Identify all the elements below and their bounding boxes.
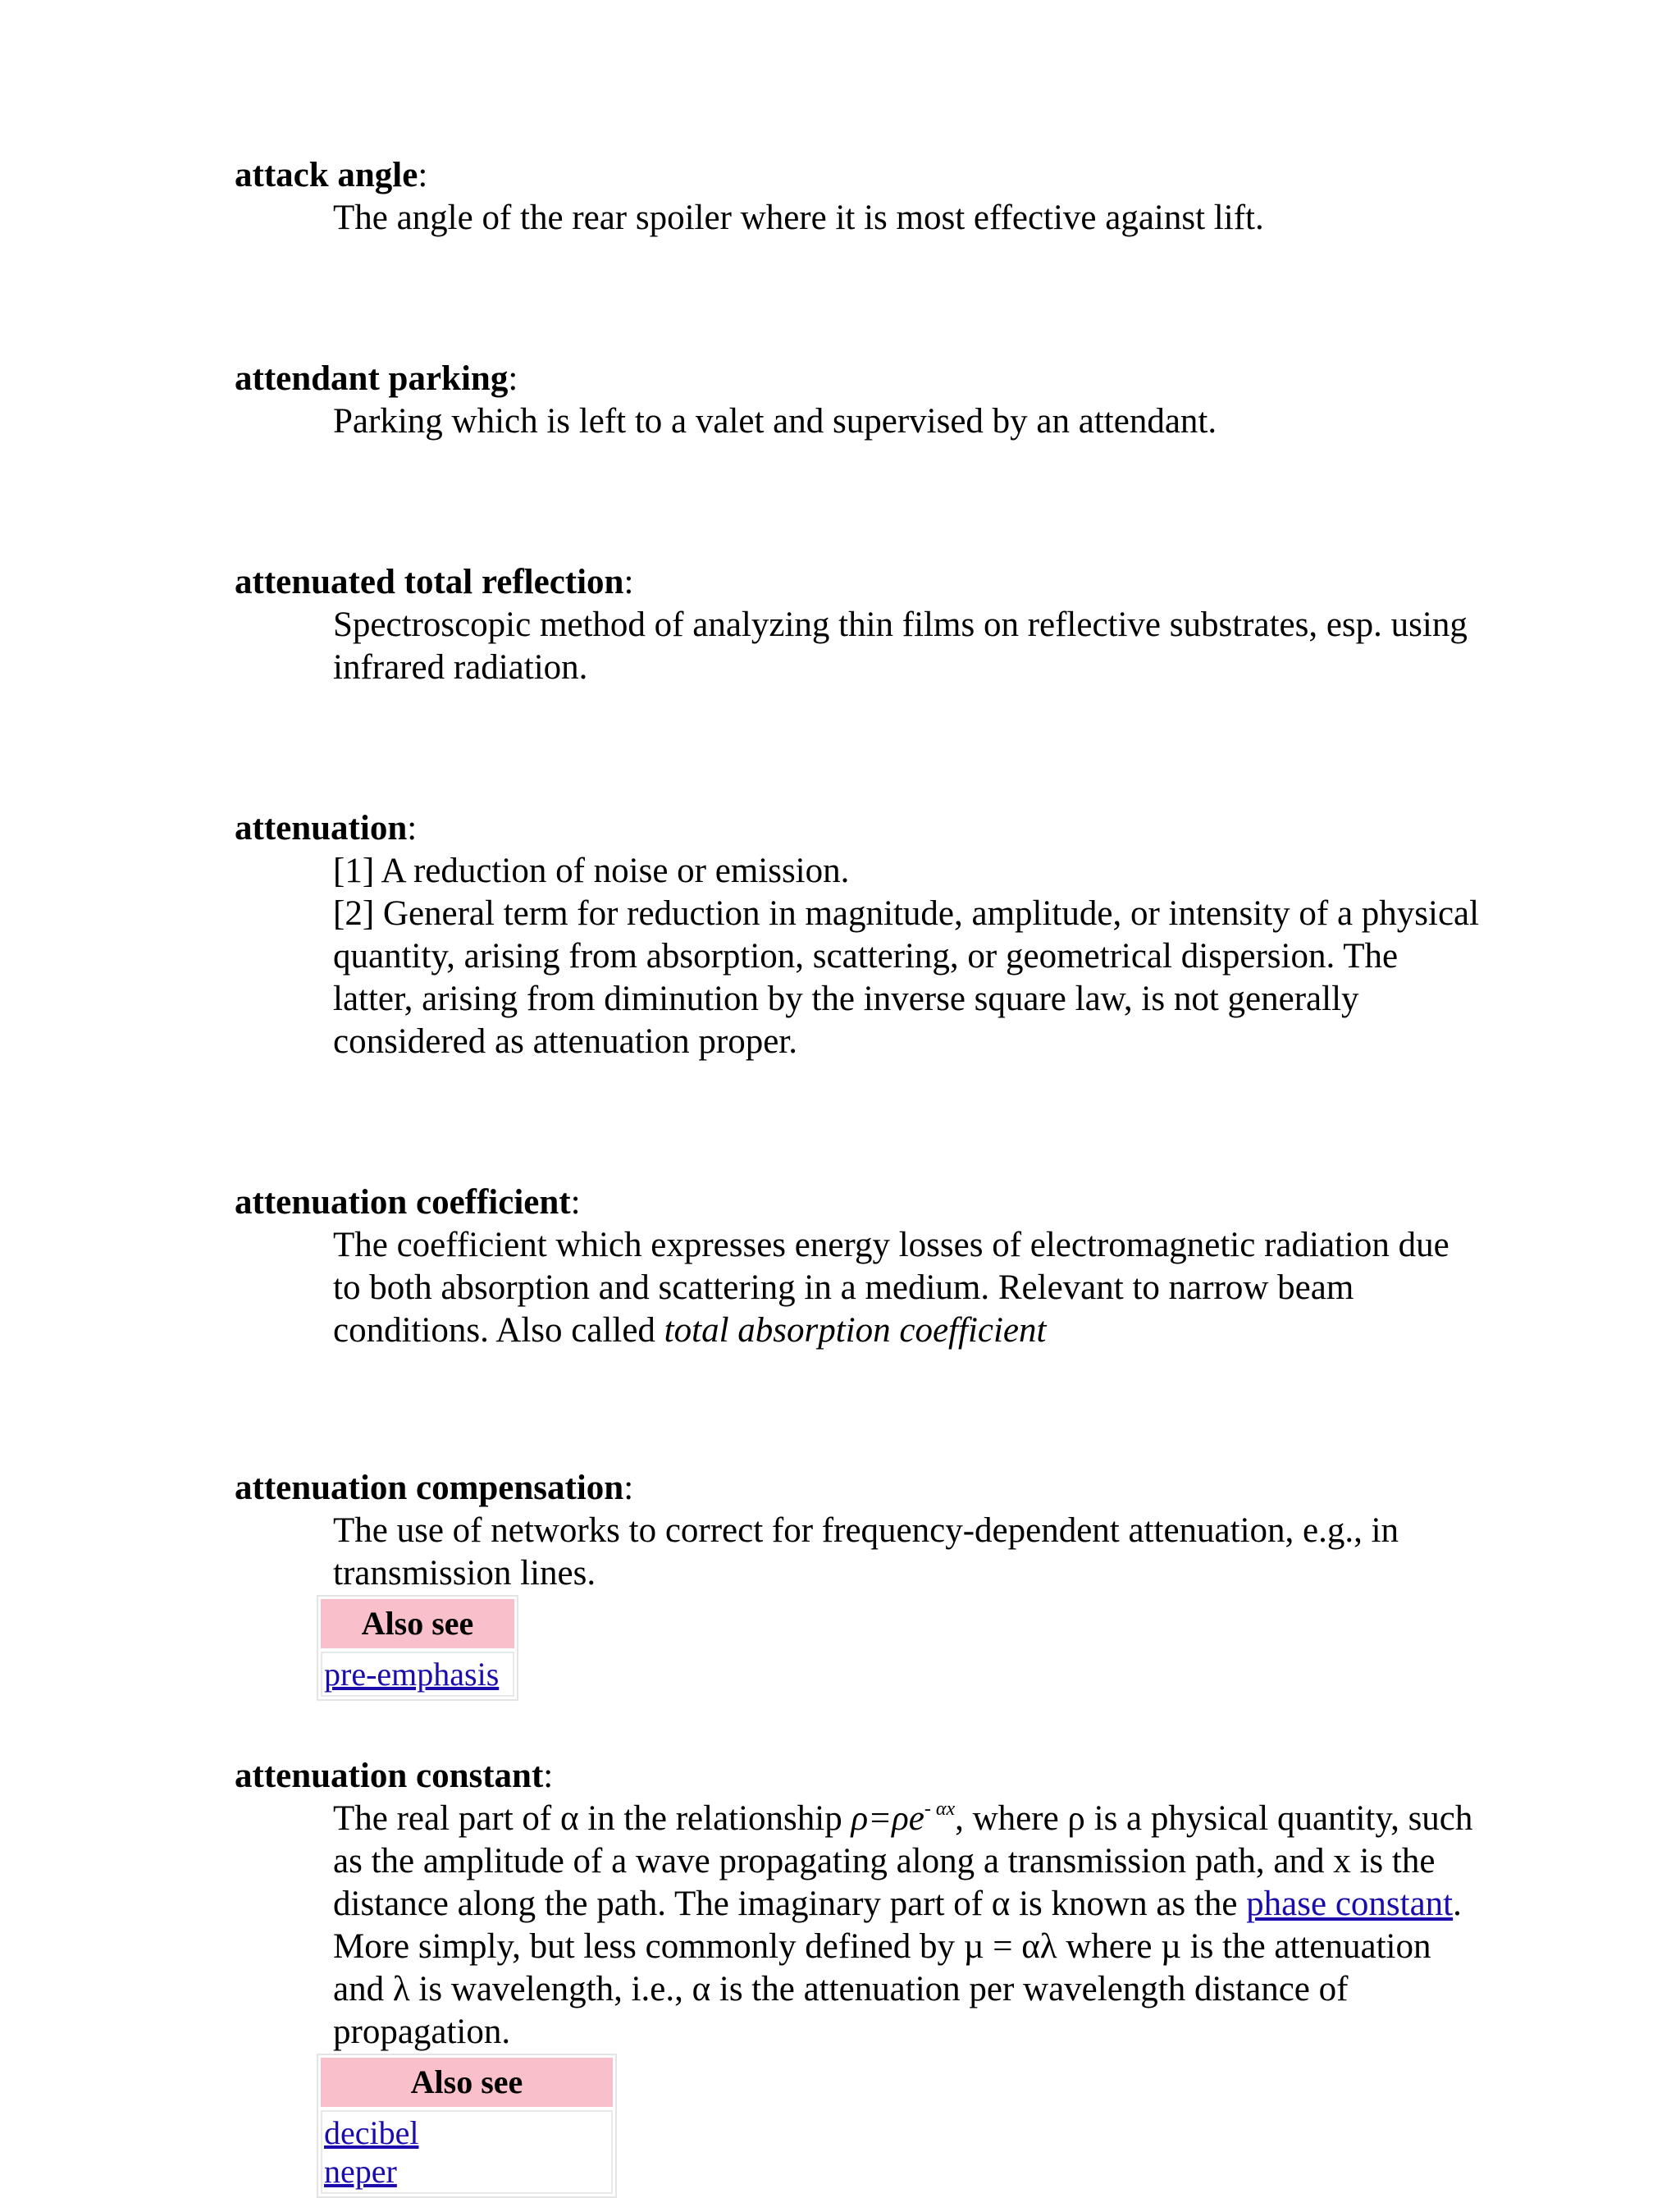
term-definition: The use of networks to correct for frequency-dependent attenuation, e.g., in transmission lines. — [333, 1511, 1399, 1593]
term-line: attack angle: — [235, 156, 428, 194]
term-title: attenuation constant — [235, 1757, 544, 1795]
glossary-content — [235, 154, 1480, 2198]
term-line: attenuation compensation: — [235, 1469, 634, 1507]
also-see-link-decibel[interactable]: decibel — [324, 2114, 419, 2151]
definition-text: The coefficient which expresses energy losses of electromagnetic radiation due to both absorption and scattering in a medium. Relevant to narrow beam conditions. Also called — [333, 1226, 1449, 1350]
also-see-box — [317, 2054, 617, 2198]
term-definition: Spectroscopic method of analyzing thin films on reflective substrates, esp. using infrared radiation. — [333, 605, 1468, 687]
glossary-entry — [235, 154, 1465, 240]
glossary-entry — [235, 1755, 1473, 2198]
formula-base: ρ=ρe — [851, 1799, 924, 1838]
also-see-heading: Also see — [321, 1599, 514, 1648]
term-title: attenuation compensation — [235, 1469, 624, 1507]
also-see-box — [317, 1595, 518, 1701]
term-line: attenuated total reflection: — [235, 563, 634, 601]
definition-sense: [1] A reduction of noise or emission. — [333, 852, 850, 890]
term-definition — [333, 1798, 1481, 2054]
definition-sense: [2] General term for reduction in magnitude, amplitude, or intensity of a physical quantity, arising from absorption, scattering, or geometrical dispersion. The latter, arising from diminution by the inverse square law, is not generally considered as attenuation proper. — [333, 894, 1480, 1061]
glossary-entry — [235, 358, 1465, 443]
term-definition — [333, 850, 1481, 1063]
also-see-link-neper[interactable]: neper — [324, 2153, 397, 2190]
formula — [851, 1799, 955, 1838]
definition-text: , where ρ is a physical quantity, such as the amplitude of a wave propagating along a transmission path, and x is the distance along the path. The imaginary part of α is known as the — [333, 1799, 1473, 1923]
glossary-entry — [235, 1467, 1465, 1701]
definition-text: The real part of α in the relationship — [333, 1799, 842, 1838]
term-title: attendant parking — [235, 359, 509, 398]
term-definition: Parking which is left to a valet and supervised by an attendant. — [333, 402, 1217, 441]
glossary-entry — [235, 561, 1468, 689]
glossary-entry — [235, 1181, 1465, 1352]
term-title: attenuation — [235, 809, 408, 848]
alternate-term: total absorption coefficient — [664, 1311, 1047, 1350]
term-line: attendant parking: — [235, 359, 518, 398]
definition-text: . More simply, but less commonly defined by µ = αλ where µ is the attenuation and λ is wavelength, i.e., α is the attenuation per wavelength distance of propagation. — [333, 1885, 1462, 2051]
glossary-entry — [235, 807, 1480, 1063]
term-title: attenuation coefficient — [235, 1183, 571, 1222]
also-see-heading: Also see — [321, 2058, 613, 2107]
also-see-links — [321, 2110, 613, 2194]
formula-exponent: - αx — [924, 1798, 956, 1820]
term-line: attenuation: — [235, 809, 418, 848]
term-title: attenuated total reflection — [235, 563, 624, 601]
term-line: attenuation coefficient: — [235, 1183, 581, 1222]
also-see-links — [321, 1652, 514, 1697]
term-title: attack angle — [235, 156, 418, 194]
phase-constant-link[interactable]: phase constant — [1246, 1885, 1454, 1923]
term-line: attenuation constant: — [235, 1757, 554, 1795]
term-definition — [333, 1224, 1481, 1352]
also-see-link-pre-emphasis[interactable]: pre-emphasis — [324, 1656, 500, 1693]
term-definition: The angle of the rear spoiler where it is most effective against lift. — [333, 199, 1264, 237]
